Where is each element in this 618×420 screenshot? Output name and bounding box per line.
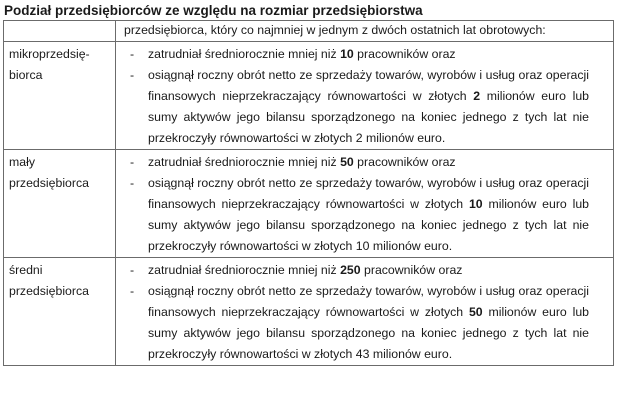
employees-threshold: 250 <box>340 263 361 277</box>
category-label: mały przedsiębiorca <box>9 155 89 190</box>
criteria-cell <box>116 150 614 258</box>
category-label: średni przedsiębiorca <box>9 263 89 298</box>
table-row <box>4 42 614 150</box>
category-cell <box>4 258 116 366</box>
document-title: Podział przedsiębiorców ze względu na rozmiar przedsiębiorstwa <box>4 3 423 18</box>
dash-bullet: - <box>129 68 135 82</box>
turnover-threshold: 10 <box>468 197 483 211</box>
dash-bullet: - <box>129 176 135 190</box>
dash-bullet: - <box>129 47 135 61</box>
dash-bullet: - <box>129 263 135 277</box>
category-label: mikroprzedsię-biorca <box>9 47 90 82</box>
criterion-turnover: - osiągnął roczny obrót netto ze sprzedaży towarów, wyrobów i usług oraz operacji finansowych nieprzekraczający równowartości w złotych 10 milionów euro lub sumy aktywów jego bilansu sporządzonego na koniec jednego z tych lat nie przekroczyły równowartości w złotych 10 milionów euro. <box>116 173 589 257</box>
dash-bullet: - <box>129 284 135 298</box>
header-cell-right: przedsiębiorca, który co najmniej w jednym z dwóch ostatnich lat obrotowych: <box>116 21 614 42</box>
category-cell <box>4 42 116 150</box>
employees-threshold: 50 <box>340 155 354 169</box>
dash-bullet: - <box>129 155 135 169</box>
table-header-row <box>4 21 614 42</box>
category-cell <box>4 150 116 258</box>
table-row <box>4 258 614 366</box>
header-cell-left <box>4 21 116 42</box>
table-row <box>4 150 614 258</box>
criteria-cell <box>116 258 614 366</box>
turnover-threshold: 50 <box>468 305 483 319</box>
criterion-employees: - zatrudniał średniorocznie mniej niż 10 pracowników oraz <box>116 44 589 65</box>
criteria-cell <box>116 42 614 150</box>
criterion-employees: - zatrudniał średniorocznie mniej niż 250 pracowników oraz <box>116 260 589 281</box>
enterprise-size-table <box>3 20 614 366</box>
criterion-turnover: - osiągnął roczny obrót netto ze sprzedaży towarów, wyrobów i usług oraz operacji finansowych nieprzekraczający równowartości w złotych 50 milionów euro lub sumy aktywów jego bilansu sporządzonego na koniec jednego z tych lat nie przekroczyły równowartości w złotych 43 milionów euro. <box>116 281 589 365</box>
criterion-employees: - zatrudniał średniorocznie mniej niż 50 pracowników oraz <box>116 152 589 173</box>
criterion-turnover: - osiągnął roczny obrót netto ze sprzedaży towarów, wyrobów i usług oraz operacji finansowych nieprzekraczający równowartości w złotych 2 milionów euro lub sumy aktywów jego bilansu sporządzonego na koniec jednego z tych lat nie przekroczyły równowartości w złotych 2 milionów euro. <box>116 65 589 149</box>
employees-threshold: 10 <box>340 47 354 61</box>
turnover-threshold: 2 <box>473 89 481 103</box>
